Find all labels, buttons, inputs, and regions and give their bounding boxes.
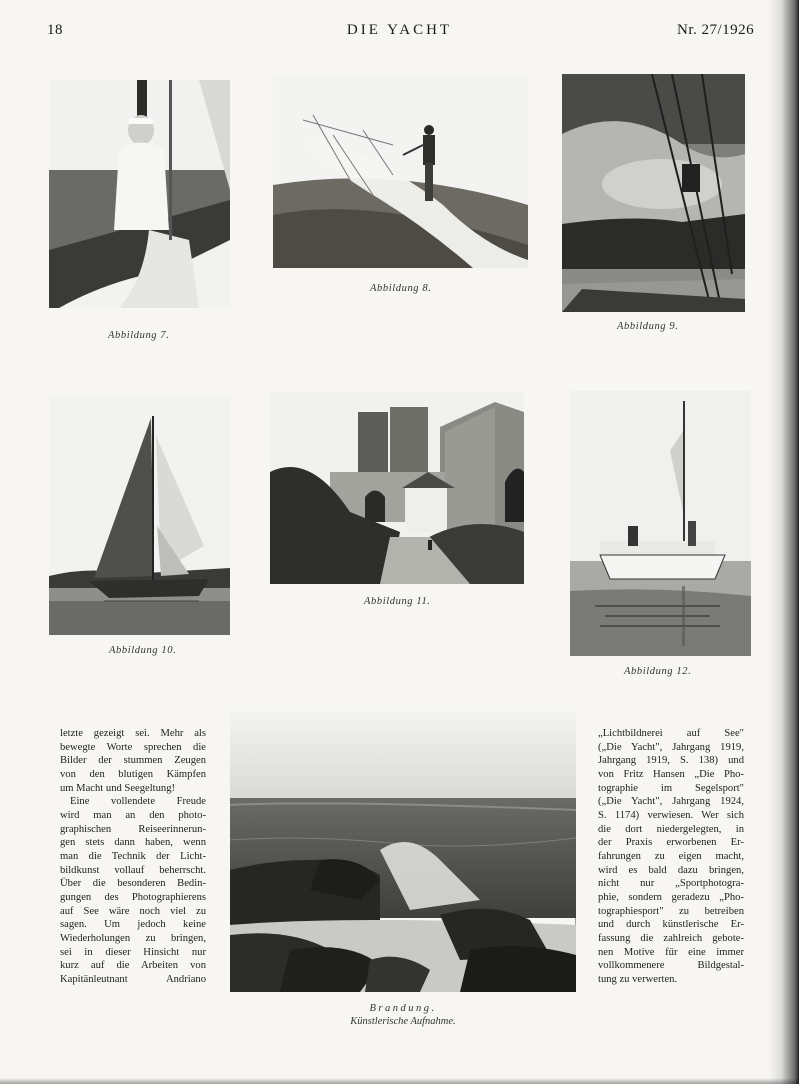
photo-figure-9: [562, 74, 745, 312]
text-line: letzte gezeigt sei. Mehr als: [60, 728, 206, 739]
text-line: tographie im Segelsport": [598, 782, 744, 794]
text-line: von Fritz Hansen „Die Pho-: [598, 768, 744, 780]
right-text-column: [598, 727, 744, 986]
text-line: phie, sondern geradezu „Pho-: [598, 891, 744, 903]
text-line: von den blutigen Kämpfen: [60, 768, 206, 780]
text-line: kurz auf die Arbeiten von: [60, 960, 206, 972]
text-line: gungen des Photographierens: [60, 891, 206, 903]
left-text-column: [60, 727, 206, 986]
photo-figure-7: [49, 80, 230, 308]
page-edge-shadow: [769, 0, 799, 1084]
caption-brandung-subtitle: Künstlerische Aufnahme.: [350, 1016, 456, 1027]
issue-number: Nr. 27/1926: [677, 22, 755, 38]
text-line: wird man an den photo-: [60, 809, 206, 821]
photo-figure-8: [273, 75, 528, 268]
text-line: Bilder der stummen Zeugen: [60, 755, 206, 767]
text-line: um Macht und Seegeltung!: [60, 782, 176, 794]
caption-figure-12: Abbildung 12.: [624, 666, 692, 677]
text-line: sagen. Um jedoch keine: [60, 919, 206, 931]
text-line: bildkunst vollauf beherrscht.: [60, 864, 206, 876]
text-line: wird es bald dazu bringen,: [598, 864, 744, 876]
caption-brandung-title: Brandung.: [369, 1003, 437, 1014]
photo-figure-10: [49, 396, 230, 635]
caption-brandung: [229, 1003, 577, 1027]
text-line: Über die besonderen Bedin-: [60, 878, 206, 890]
caption-figure-7: Abbildung 7.: [108, 330, 170, 341]
text-line: bewegte Worte sprechen die: [60, 741, 206, 753]
caption-figure-10: Abbildung 10.: [109, 645, 177, 656]
caption-figure-8: Abbildung 8.: [370, 283, 432, 294]
text-line: der Praxis erworbenen Er-: [598, 837, 744, 849]
text-line: fahrungen zu eigen macht,: [598, 850, 744, 862]
text-line: fassung die zahlreich gebote-: [598, 932, 744, 944]
text-line: man die Technik der Licht-: [60, 850, 206, 862]
text-line: vollkommenere Bildgestal-: [598, 960, 744, 972]
page-bottom-shadow: [0, 1078, 799, 1084]
text-line: auf See wäre noch viel zu: [60, 905, 206, 917]
text-line: Eine vollendete Freude: [70, 796, 206, 808]
text-line: Wiederholungen zu bringen,: [60, 932, 206, 944]
text-line: die dort niedergelegten, in: [598, 823, 744, 835]
caption-figure-9: Abbildung 9.: [617, 321, 679, 332]
text-line: tographiesport" zu betreiben: [598, 905, 744, 917]
text-line: graphischen Reiseerinnerun-: [60, 823, 206, 835]
text-line: „Lichtbildnerei auf See": [598, 728, 744, 739]
text-line: nicht nur „Sportphotogra-: [598, 878, 744, 890]
text-line: tung zu verwerten.: [598, 973, 678, 985]
text-line: gen stets dann haben, wenn: [60, 837, 206, 849]
text-line: S. 1174) verwiesen. Wer sich: [598, 809, 744, 821]
text-line: („Die Yacht", Jahrgang 1919,: [598, 741, 744, 753]
caption-figure-11: Abbildung 11.: [364, 596, 431, 607]
page-number: 18: [47, 22, 63, 38]
text-line: Jahrgang 1919, S. 138) und: [598, 755, 744, 767]
text-line: sei in dieser Hinsicht nur: [60, 946, 206, 958]
text-line: („Die Yacht", Jahrgang 1924,: [598, 796, 744, 808]
photo-brandung: [230, 710, 576, 992]
text-line: und durch künstlerische Er-: [598, 919, 744, 931]
text-line: nen Motive für eine immer: [598, 946, 744, 958]
photo-figure-12: [570, 391, 751, 656]
journal-title: DIE YACHT: [346, 22, 453, 38]
photo-figure-11: [270, 392, 524, 584]
text-line: Kapitänleutnant Andriano: [60, 973, 206, 985]
